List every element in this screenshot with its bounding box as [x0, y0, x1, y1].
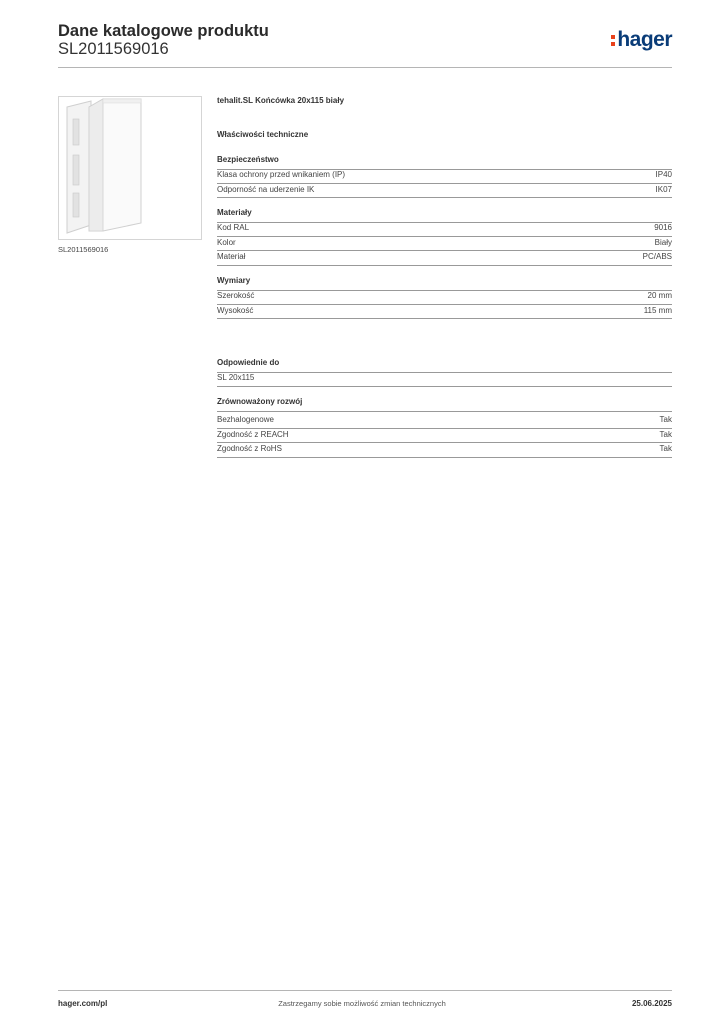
- suitable-for-group-title: Odpowiednie do: [217, 358, 672, 373]
- logo-dots-icon: [611, 33, 616, 47]
- row-label: Bezhalogenowe: [217, 415, 274, 424]
- table-row: [217, 251, 672, 266]
- row-label: Wysokość: [217, 305, 254, 315]
- table-row: [217, 429, 672, 444]
- footer-divider: [58, 990, 672, 991]
- row-value: Tak: [659, 415, 672, 424]
- table-row: [217, 222, 672, 237]
- row-label: Odporność na uderzenie IK: [217, 184, 315, 194]
- logo-text: hager: [617, 28, 672, 51]
- table-row: [217, 169, 672, 184]
- table-row: [217, 443, 672, 458]
- product-end-cap-image: [59, 97, 201, 239]
- technical-properties-heading: Właściwości techniczne: [217, 130, 309, 139]
- row-value: 115 mm: [643, 305, 672, 315]
- product-name: tehalit.SL Końcówka 20x115 biały: [217, 96, 345, 105]
- row-label: Kolor: [217, 237, 236, 247]
- row-value: 20 mm: [647, 291, 672, 300]
- table-row: [217, 414, 672, 429]
- table-row: [217, 305, 672, 320]
- hager-logo: [611, 28, 672, 52]
- table-row: [217, 237, 672, 252]
- page-title: Dane katalogowe produktu: [58, 22, 269, 40]
- footer-date: 25.06.2025: [631, 999, 672, 1008]
- row-label: SL 20x115: [217, 373, 255, 382]
- row-value: 9016: [654, 223, 672, 232]
- row-label: Klasa ochrony przed wnikaniem (IP): [217, 170, 346, 179]
- row-label: Zgodność z REACH: [217, 429, 289, 439]
- table-row: [217, 372, 672, 387]
- row-value: IP40: [655, 170, 672, 179]
- row-label: Zgodność z RoHS: [217, 444, 282, 453]
- footer-website[interactable]: hager.com/pl: [58, 999, 108, 1008]
- product-reference: SL2011569016: [58, 40, 169, 58]
- row-value: Tak: [659, 429, 672, 439]
- row-value: Tak: [659, 444, 672, 453]
- row-label: Szerokość: [217, 291, 255, 300]
- row-label: Materiał: [217, 252, 246, 261]
- dimensions-group-title: Wymiary: [217, 276, 672, 291]
- footer-disclaimer: Zastrzegamy sobie możliwość zmian technicznych: [278, 999, 446, 1008]
- row-value: IK07: [655, 184, 672, 194]
- row-label: Kod RAL: [217, 223, 250, 232]
- row-value: PC/ABS: [642, 252, 672, 261]
- safety-group-title: Bezpieczeństwo: [217, 155, 672, 170]
- table-row: [217, 290, 672, 305]
- row-value: Biały: [654, 237, 672, 247]
- header-divider: [58, 67, 672, 68]
- page-header: [58, 20, 672, 70]
- product-image: [58, 96, 202, 240]
- table-row: [217, 184, 672, 199]
- image-caption: SL2011569016: [58, 245, 109, 254]
- sustainability-group-title: Zrównoważony rozwój: [217, 397, 672, 412]
- materials-group-title: Materiały: [217, 208, 672, 223]
